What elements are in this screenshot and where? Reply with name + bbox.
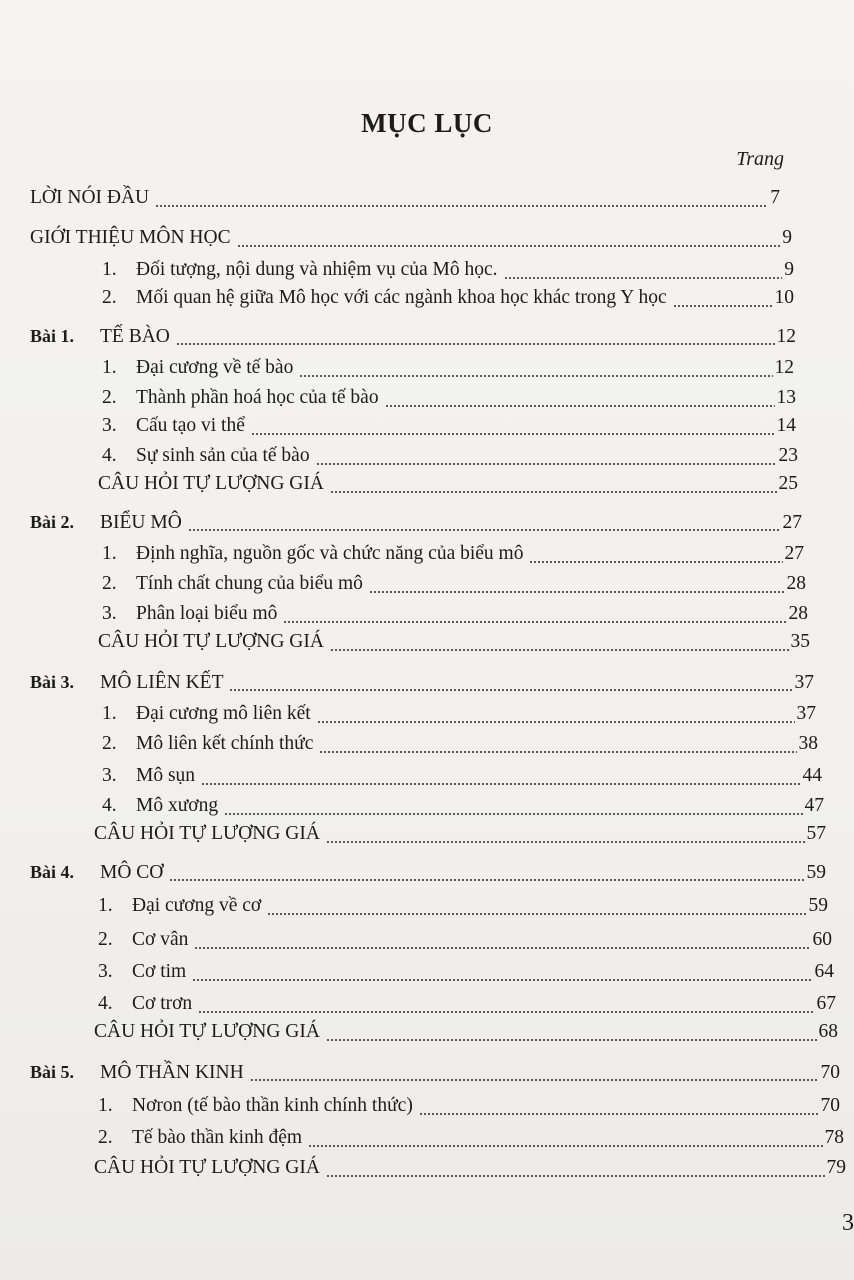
toc-entry-page: 27 [782, 512, 802, 533]
toc-entry-page: 25 [778, 473, 798, 494]
toc-entry-text: Cơ trơn [132, 993, 193, 1014]
toc-entry-page: 12 [776, 326, 796, 347]
toc-entry-text: Đại cương về tế bào [136, 357, 294, 378]
toc-entry-page: 60 [812, 929, 832, 950]
toc-entry-number: 2. [102, 733, 117, 754]
toc-entry-text: MÔ LIÊN KẾT [100, 672, 224, 693]
toc-subentry [102, 792, 824, 820]
leader-dots [299, 375, 772, 377]
toc-entry-text: Tính chất chung của biểu mô [136, 573, 363, 594]
toc-chapter-3 [30, 668, 814, 696]
toc-review-questions [94, 820, 826, 848]
toc-subentry [102, 762, 822, 790]
toc-entry-number: 1. [98, 895, 113, 916]
toc-subentry [102, 730, 818, 758]
toc-entry-text: CÂU HỎI TỰ LƯỢNG GIÁ [94, 1157, 320, 1178]
toc-entry-page: 28 [788, 603, 808, 624]
leader-dots [194, 947, 810, 949]
toc-entry-number: 2. [98, 929, 113, 950]
toc-subentry [98, 1124, 844, 1152]
toc-entry-number: 1. [102, 543, 117, 564]
toc-entry-number: 2. [98, 1127, 113, 1148]
toc-entry-text: CÂU HỎI TỰ LƯỢNG GIÁ [98, 473, 324, 494]
leader-dots [251, 433, 775, 435]
toc-entry-page: 70 [820, 1095, 840, 1116]
toc-chapter-5 [30, 1058, 840, 1086]
leader-dots [326, 1039, 817, 1041]
toc-entry-number: 2. [102, 573, 117, 594]
chapter-label: Bài 1. [30, 326, 75, 346]
leader-dots [308, 1145, 822, 1147]
toc-entry-page: 79 [826, 1157, 846, 1178]
toc-subentry [102, 442, 798, 470]
toc-entry-intro [30, 224, 792, 252]
toc-entry-page: 28 [786, 573, 806, 594]
toc-entry-text: Mô sụn [136, 765, 196, 786]
toc-entry-page: 59 [806, 862, 826, 883]
toc-entry-text: Tế bào thần kinh đệm [132, 1127, 303, 1148]
toc-entry-page: 13 [776, 387, 796, 408]
toc-subentry [98, 958, 834, 986]
chapter-label: Bài 4. [30, 862, 75, 882]
chapter-label: Bài 2. [30, 512, 75, 532]
toc-entry-page: 7 [770, 187, 780, 208]
toc-subentry [102, 354, 794, 382]
toc-subentry [102, 384, 796, 412]
leader-dots [250, 1079, 819, 1081]
leader-dots [201, 783, 800, 785]
toc-subentry [98, 926, 832, 954]
toc-entry-number: 3. [98, 961, 113, 982]
leader-dots [176, 343, 775, 345]
toc-entry-text: MÔ CƠ [100, 862, 164, 883]
toc-entry-text: Đại cương về cơ [132, 895, 262, 916]
toc-entry-page: 27 [784, 543, 804, 564]
toc-entry-number: 1. [98, 1095, 113, 1116]
page-title: MỤC LỤC [361, 108, 493, 138]
toc-entry-number: 2. [102, 287, 117, 308]
toc-subentry [102, 284, 794, 312]
toc-entry-number: 4. [98, 993, 113, 1014]
toc-entry-text: CÂU HỎI TỰ LƯỢNG GIÁ [98, 631, 324, 652]
toc-review-questions [94, 1154, 846, 1182]
toc-subentry [102, 412, 796, 440]
toc-entry-page: 38 [798, 733, 818, 754]
toc-entry-preface [30, 184, 780, 212]
leader-dots [419, 1113, 819, 1115]
toc-entry-text: Cơ vân [132, 929, 189, 950]
toc-entry-text: Sự sinh sản của tế bào [136, 445, 310, 466]
toc-entry-number: 4. [102, 445, 117, 466]
toc-review-questions [94, 1018, 838, 1046]
toc-entry-number: 1. [102, 259, 117, 280]
leader-dots [504, 277, 783, 279]
toc-entry-text: Đối tượng, nội dung và nhiệm vụ của Mô học. [136, 259, 498, 280]
toc-entry-text: CÂU HỎI TỰ LƯỢNG GIÁ [94, 1021, 320, 1042]
leader-dots [198, 1011, 814, 1013]
toc-subentry [102, 600, 808, 628]
toc-entry-page: 44 [802, 765, 822, 786]
toc-entry-text: LỜI NÓI ĐẦU [30, 187, 150, 208]
toc-entry-number: 2. [102, 387, 117, 408]
toc-entry-number: 3. [102, 603, 117, 624]
leader-dots [155, 205, 768, 207]
toc-entry-page: 23 [778, 445, 798, 466]
toc-review-questions [98, 470, 798, 498]
leader-dots [229, 689, 792, 691]
leader-dots [330, 491, 777, 493]
toc-entry-text: TẾ BÀO [100, 326, 170, 347]
toc-subentry [98, 990, 836, 1018]
toc-entry-page: 35 [790, 631, 810, 652]
leader-dots [224, 813, 802, 815]
toc-entry-page: 14 [776, 415, 796, 436]
toc-chapter-1 [30, 322, 796, 350]
leader-dots [188, 529, 781, 531]
toc-subentry [98, 1092, 840, 1120]
leader-dots [316, 463, 777, 465]
toc-entry-text: Cấu tạo vi thể [136, 415, 245, 436]
toc-entry-number: 1. [102, 357, 117, 378]
leader-dots [385, 405, 775, 407]
leader-dots [673, 305, 773, 307]
toc-subentry [102, 700, 816, 728]
page-column-label: Trang [736, 148, 784, 170]
toc-entry-page: 37 [794, 672, 814, 693]
leader-dots [169, 879, 804, 881]
leader-dots [369, 591, 785, 593]
toc-entry-page: 12 [774, 357, 794, 378]
toc-entry-page: 47 [804, 795, 824, 816]
toc-entry-page: 64 [814, 961, 834, 982]
toc-entry-page: 10 [774, 287, 794, 308]
chapter-label: Bài 5. [30, 1062, 75, 1082]
toc-entry-number: 3. [102, 415, 117, 436]
page-number: 3 [842, 1210, 854, 1236]
toc-entry-text: Nơron (tế bào thần kinh chính thức) [132, 1095, 413, 1116]
leader-dots [326, 841, 805, 843]
toc-entry-text: Mối quan hệ giữa Mô học với các ngành khoa học khác trong Y học [136, 287, 667, 308]
toc-entry-number: 3. [102, 765, 117, 786]
toc-entry-page: 37 [796, 703, 816, 724]
toc-entry-text: Mô liên kết chính thức [136, 733, 314, 754]
toc-entry-page: 59 [808, 895, 828, 916]
toc-entry-text: GIỚI THIỆU MÔN HỌC [30, 227, 231, 248]
toc-entry-page: 57 [806, 823, 826, 844]
toc-entry-text: Định nghĩa, nguồn gốc và chức năng của biểu mô [136, 543, 524, 564]
leader-dots [330, 649, 789, 651]
toc-entry-text: MÔ THẦN KINH [100, 1062, 244, 1083]
leader-dots [192, 979, 812, 981]
toc-entry-text: CÂU HỎI TỰ LƯỢNG GIÁ [94, 823, 320, 844]
toc-entry-text: Thành phần hoá học của tế bào [136, 387, 379, 408]
toc-chapter-2 [30, 508, 802, 536]
leader-dots [283, 621, 786, 623]
leader-dots [267, 913, 806, 915]
toc-entry-text: Đại cương mô liên kết [136, 703, 311, 724]
leader-dots [319, 751, 796, 753]
toc-subentry [98, 892, 828, 920]
toc-entry-page: 70 [820, 1062, 840, 1083]
toc-review-questions [98, 628, 810, 656]
leader-dots [326, 1175, 825, 1177]
toc-entry-text: Phân loại biểu mô [136, 603, 278, 624]
toc-entry-page: 9 [784, 259, 794, 280]
leader-dots [529, 561, 782, 563]
toc-entry-page: 78 [824, 1127, 844, 1148]
toc-subentry [102, 256, 794, 284]
toc-entry-text: BIỂU MÔ [100, 512, 182, 533]
toc-entry-page: 9 [782, 227, 792, 248]
leader-dots [237, 245, 781, 247]
toc-chapter-4 [30, 858, 826, 886]
toc-entry-number: 4. [102, 795, 117, 816]
toc-subentry [102, 540, 804, 568]
toc-entry-text: Mô xương [136, 795, 219, 816]
leader-dots [317, 721, 795, 723]
toc-entry-page: 68 [818, 1021, 838, 1042]
toc-entry-text: Cơ tim [132, 961, 187, 982]
toc-subentry [102, 570, 806, 598]
toc-entry-number: 1. [102, 703, 117, 724]
toc-entry-page: 67 [816, 993, 836, 1014]
chapter-label: Bài 3. [30, 672, 75, 692]
